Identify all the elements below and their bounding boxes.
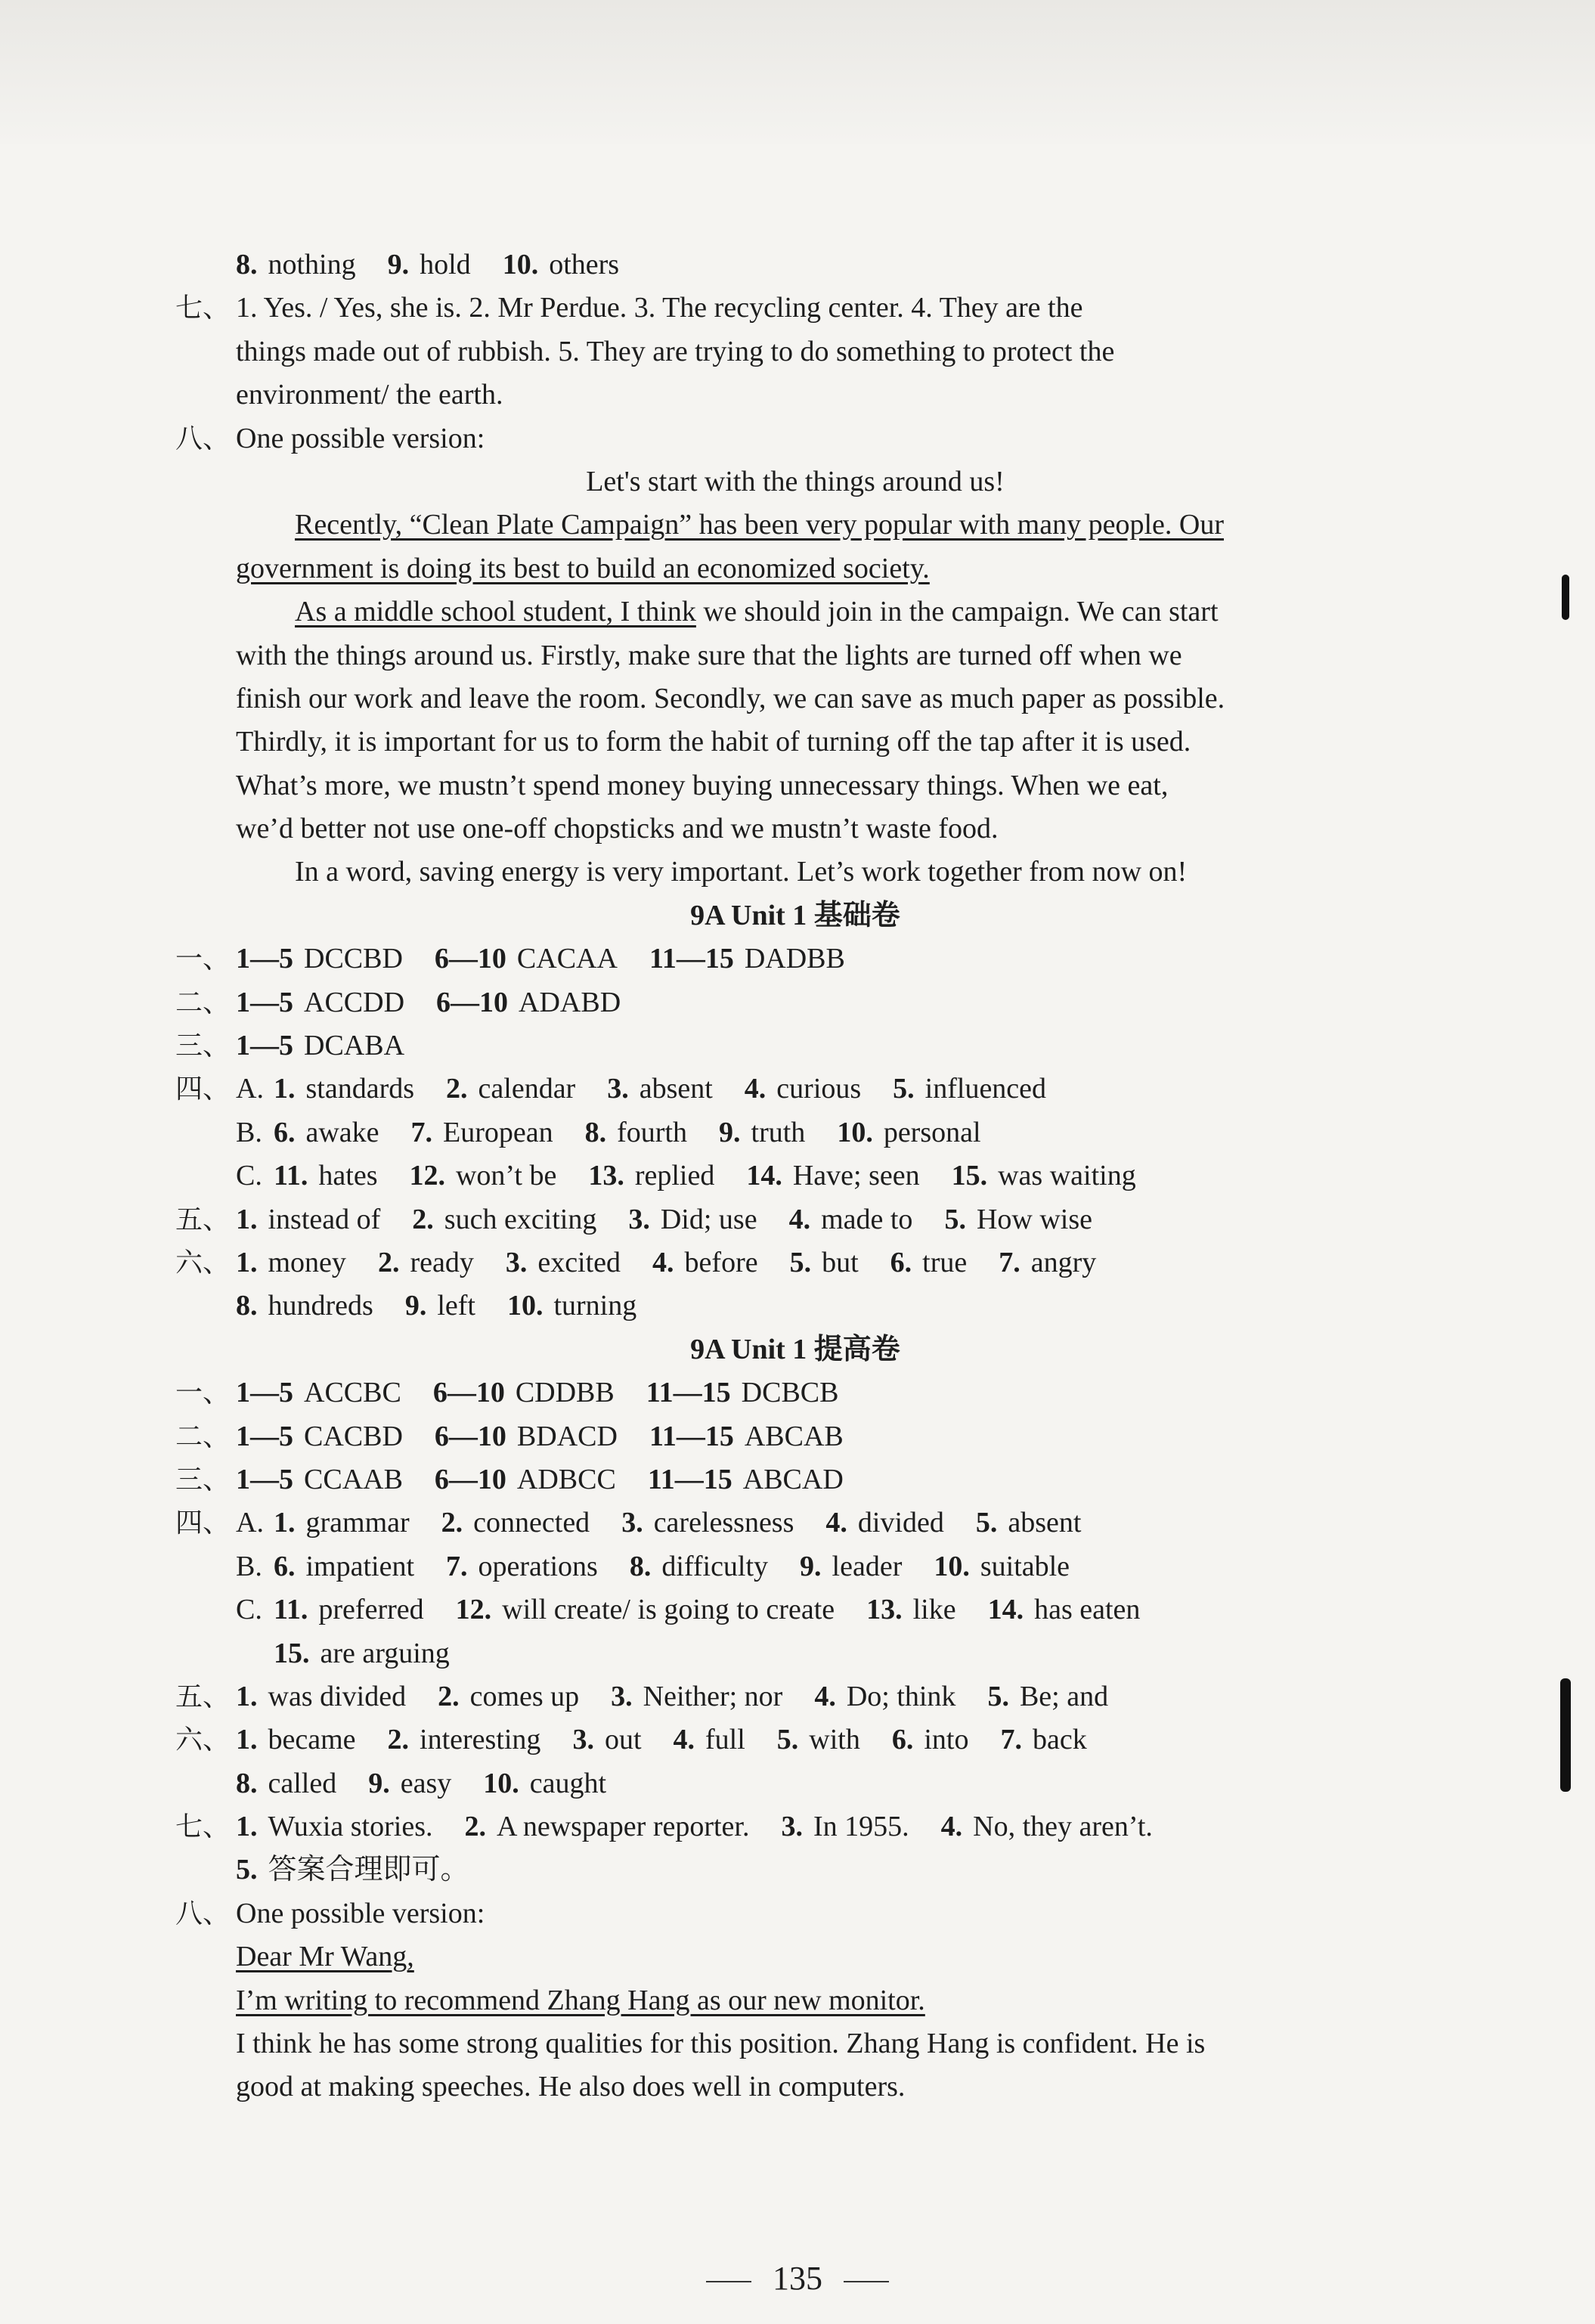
question-label: 一、 [175,944,231,975]
question-label: 四、 [175,1074,231,1105]
answer-items [236,249,651,280]
question-label: 七、 [175,293,231,324]
item-number: 4. [825,1507,847,1539]
item-answer: DCBCB [741,1377,839,1409]
margin-mark [1562,575,1569,620]
item-answer: absent [639,1073,713,1105]
item-answer: European [443,1116,553,1148]
essay-line: Recently, “Clean Plate Campaign” has been very popular with many people. Our [295,509,1224,541]
item-number: 8. [629,1550,652,1582]
item-answer: ABCAB [744,1420,844,1452]
item-number: 3. [572,1724,594,1756]
answer-items [236,1811,1185,1842]
item-answer: difficulty [661,1550,769,1582]
item-answer: CACBD [304,1420,403,1452]
answer-items [236,987,652,1018]
item-number: 3. [611,1680,633,1712]
answer-items [274,1117,1013,1148]
answer-items [236,1724,1119,1755]
item-answer: connected [473,1507,590,1539]
item-answer: made to [821,1203,913,1235]
item-number: 3. [781,1811,803,1843]
answer-line [175,1848,1415,1892]
answer-items [236,943,877,975]
item-number: 4. [744,1073,767,1105]
item-answer: left [437,1290,475,1322]
item-number: 12. [455,1594,492,1626]
item-number: 1—5 [236,943,293,975]
item-number: 3. [628,1203,650,1235]
answer-items [236,1204,1124,1235]
section-heading: 9A Unit 1 提高卷 [690,1333,900,1365]
item-answer: 答案合理即可。 [268,1854,469,1886]
essay-line: In a word, saving energy is very important. Let’s work together from now on! [295,856,1188,888]
item-answer: replied [634,1160,715,1192]
answer-line [175,1111,1415,1154]
item-answer: How wise [976,1203,1092,1235]
item-number: 5. [987,1680,1009,1712]
item-answer: but [822,1246,859,1278]
answer-line [175,1284,1415,1328]
item-answer: like [912,1594,956,1626]
item-answer: easy [400,1767,452,1799]
item-answer: out [604,1724,642,1756]
item-answer: was divided [268,1680,407,1712]
answer-line [175,1501,1415,1545]
item-number: 5. [236,1854,258,1886]
answer-line [175,1805,1415,1848]
answer-items [236,1247,1128,1278]
item-answer: DCCBD [304,943,403,975]
item-answer: money [268,1246,346,1278]
item-number: 4. [788,1203,811,1235]
item-number: 9. [387,249,410,280]
item-number: 7. [446,1550,468,1582]
answer-items [236,1681,1140,1712]
item-answer: was waiting [998,1160,1136,1192]
answer-items [236,1377,870,1408]
item-number: 1. [236,1811,258,1843]
letter-greeting: Dear Mr Wang, [236,1941,414,1973]
item-answer: caught [529,1767,607,1799]
answer-items [236,1464,875,1495]
item-answer: Neither; nor [643,1680,783,1712]
item-answer: angry [1030,1246,1097,1278]
essay-line: government is doing its best to build an economized society. [236,552,930,584]
item-answer: leader [832,1550,903,1582]
item-answer: won’t be [455,1160,557,1192]
item-answer: full [705,1724,745,1756]
answer-items [236,1768,638,1799]
item-number: 2. [464,1811,486,1843]
item-answer: ABCAD [742,1463,844,1495]
answer-items [274,1551,1101,1582]
reading-answers: 1. Yes. / Yes, she is. 2. Mr Perdue. 3. The recycling center. 4. They are the [236,292,1083,324]
item-answer: standards [305,1073,415,1105]
letter-line: good at making speeches. He also does well in computers. [236,2071,906,2103]
item-number: 1—5 [236,986,293,1018]
item-answer: excited [537,1246,621,1278]
answer-items [274,1507,1113,1538]
question-label: 二、 [175,1421,231,1452]
question-label: C. [236,1594,262,1626]
item-number: 11—15 [646,1377,731,1409]
item-answer: back [1032,1724,1087,1756]
item-number: 8. [584,1116,607,1148]
answer-line [175,1762,1415,1805]
item-number: 1. [236,1724,258,1756]
answer-line [175,2065,1415,2109]
item-number: 9. [719,1116,741,1148]
page-number: 135 [773,2260,822,2297]
answer-items [274,1594,1172,1625]
item-answer: hates [318,1160,378,1192]
item-answer: grammar [305,1507,410,1539]
item-answer: divided [857,1507,944,1539]
item-answer: has eaten [1034,1594,1141,1626]
item-number: 4. [814,1680,836,1712]
item-number: 6—10 [436,986,509,1018]
answer-line [175,1588,1415,1631]
essay-line: As a middle school student, I think we should join in the campaign. We can start [295,596,1219,628]
item-answer: hundreds [268,1290,373,1322]
item-number: 3. [621,1507,643,1539]
answer-items [236,1030,436,1061]
item-number: 1. [274,1507,296,1539]
item-number: 2. [441,1507,463,1539]
item-answer: before [684,1246,758,1278]
item-answer: with [809,1724,860,1756]
answer-line [175,1024,1415,1067]
answer-line [175,1241,1415,1284]
item-answer: others [549,249,620,280]
question-label: C. [236,1160,262,1192]
letter-line: I’m writing to recommend Zhang Hang as our new monitor. [236,1984,925,2016]
answer-items [274,1160,1168,1191]
answer-line [175,243,1415,287]
answer-line [175,1371,1415,1415]
item-number: 5. [893,1073,915,1105]
item-number: 6—10 [434,1463,506,1495]
item-answer: DCABA [304,1030,405,1062]
item-number: 1. [274,1073,296,1105]
item-answer: ready [410,1246,474,1278]
answer-items [236,1290,668,1322]
item-number: 14. [746,1160,782,1192]
question-label: 三、 [175,1464,231,1495]
answer-line [175,1198,1415,1241]
item-answer: Be; and [1019,1680,1109,1712]
item-answer: truth [751,1116,806,1148]
item-answer: became [268,1724,356,1756]
answer-items [274,1638,482,1669]
item-number: 11—15 [649,943,734,975]
question-label: B. [236,1116,262,1148]
question-label: 一、 [175,1377,231,1409]
item-answer: ACCBC [304,1377,401,1409]
item-answer: operations [478,1550,598,1582]
item-number: 11. [274,1160,308,1192]
item-number: 1—5 [236,1377,293,1409]
question-label: A. [236,1507,264,1539]
item-answer: calendar [478,1073,576,1105]
item-number: 6. [891,1724,914,1756]
scan-top-shadow [0,0,1595,144]
item-answer: influenced [924,1073,1047,1105]
item-number: 12. [409,1160,445,1192]
answer-line [175,981,1415,1024]
item-number: 14. [987,1594,1024,1626]
item-answer: DADBB [744,943,845,975]
item-number: 10. [483,1767,519,1799]
answer-line [175,1415,1415,1458]
margin-mark [1560,1678,1571,1792]
item-number: 5. [944,1203,966,1235]
item-number: 11. [274,1594,308,1626]
item-answer: hold [420,249,471,280]
question-label: 五、 [175,1681,231,1712]
item-number: 4. [673,1724,695,1756]
answer-line [175,1154,1415,1198]
item-number: 11—15 [649,1420,734,1452]
question-label: 三、 [175,1030,231,1062]
item-answer: CCAAB [304,1463,403,1495]
item-answer: turning [553,1290,637,1322]
item-number: 4. [940,1811,963,1843]
answer-items [274,1073,1078,1105]
item-number: 2. [446,1073,468,1105]
item-number: 15. [951,1160,988,1192]
item-number: 6. [274,1116,296,1148]
item-answer: such exciting [444,1203,597,1235]
item-number: 8. [236,1767,258,1799]
item-number: 6. [274,1550,296,1582]
item-answer: fourth [617,1116,688,1148]
item-answer: suitable [980,1550,1070,1582]
question-label: A. [236,1073,264,1105]
answer-content [175,243,1415,2109]
answer-line [175,1675,1415,1718]
item-answer: nothing [268,249,356,280]
item-answer: into [924,1724,969,1756]
answer-line [175,1632,1415,1675]
item-number: 6—10 [434,943,506,975]
item-number: 9. [800,1550,822,1582]
question-label: 二、 [175,987,231,1018]
item-number: 7. [999,1246,1020,1278]
item-number: 2. [377,1246,400,1278]
item-number: 7. [1000,1724,1022,1756]
answer-line [175,1458,1415,1501]
answer-line: environment/ the earth. [236,379,503,411]
item-number: 1. [236,1203,258,1235]
item-answer: ADBCC [516,1463,616,1495]
item-answer: In 1955. [813,1811,909,1843]
item-number: 5. [975,1507,998,1539]
item-answer: A newspaper reporter. [496,1811,750,1843]
item-number: 10. [934,1550,970,1582]
answer-line [175,1935,1415,1978]
essay-title: Let's start with the things around us! [586,465,1005,497]
item-answer: will create/ is going to create [502,1594,835,1626]
item-answer: carelessness [653,1507,794,1539]
item-answer: curious [776,1073,862,1105]
letter-line: I think he has some strong qualities for this position. Zhang Hang is confident. He is [236,2028,1206,2060]
essay-line: finish our work and leave the room. Secondly, we can save as much paper as possible. [236,682,1225,714]
item-answer: preferred [318,1594,424,1626]
item-number: 2. [438,1680,460,1712]
item-number: 1. [236,1246,258,1278]
item-number: 2. [412,1203,434,1235]
item-answer: Have; seen [792,1160,920,1192]
item-answer: are arguing [320,1637,450,1669]
item-number: 10. [837,1116,873,1148]
item-number: 3. [607,1073,629,1105]
item-number: 6—10 [432,1377,505,1409]
item-number: 13. [866,1594,903,1626]
item-answer: No, they aren’t. [973,1811,1153,1843]
item-number: 7. [410,1116,433,1148]
page-footer [0,2259,1595,2298]
item-number: 1—5 [236,1463,293,1495]
question-label: 四、 [175,1508,231,1539]
item-answer: interesting [420,1724,541,1756]
answer-line [175,2022,1415,2065]
item-number: 1. [236,1680,258,1712]
item-answer: absent [1008,1507,1082,1539]
item-answer: true [922,1246,968,1278]
item-answer: instead of [268,1203,381,1235]
item-answer: awake [305,1116,379,1148]
question-label: 七、 [175,1811,231,1843]
item-number: 5. [789,1246,812,1278]
section-heading: 9A Unit 1 基础卷 [690,899,900,931]
item-number: 9. [404,1290,427,1322]
essay-line: What’s more, we mustn’t spend money buying unnecessary things. When we eat, [236,769,1169,801]
answer-line [175,937,1415,981]
question-label: 八、 [175,1898,231,1929]
question-label: 六、 [175,1247,231,1278]
item-answer: comes up [469,1680,580,1712]
item-number: 1—5 [236,1030,293,1062]
question-label: 五、 [175,1204,231,1235]
item-number: 6—10 [434,1420,506,1452]
item-answer: ADABD [519,986,621,1018]
item-answer: personal [883,1116,981,1148]
item-answer: Do; think [846,1680,956,1712]
answer-line [175,287,1415,330]
item-number: 10. [502,249,539,280]
item-answer: Wuxia stories. [268,1811,433,1843]
question-label: 六、 [175,1724,231,1756]
item-number: 13. [588,1160,624,1192]
item-number: 8. [236,1290,258,1322]
item-answer: Did; use [660,1203,757,1235]
item-number: 15. [274,1637,310,1669]
answer-line: things made out of rubbish. 5. They are trying to do something to protect the [236,335,1115,367]
item-answer: impatient [305,1550,415,1582]
item-number: 3. [505,1246,528,1278]
item-number: 5. [776,1724,799,1756]
essay-line: with the things around us. Firstly, make sure that the lights are turned off when we [236,639,1182,671]
item-answer: CDDBB [515,1377,615,1409]
item-number: 11—15 [647,1463,732,1495]
question-label: B. [236,1550,262,1582]
item-number: 8. [236,249,258,280]
answer-line: 八、 One possible version: [175,417,1415,460]
item-answer: called [268,1767,337,1799]
essay-line: we’d better not use one-off chopsticks and we mustn’t waste food. [236,813,999,845]
item-number: 6. [890,1246,912,1278]
answer-line [175,1545,1415,1588]
item-number: 1—5 [236,1420,293,1452]
answer-items [236,1854,501,1886]
item-answer: ACCDD [304,986,405,1018]
essay-line: Thirdly, it is important for us to form the habit of turning off the tap after it is used. [236,726,1191,758]
answer-line [175,1979,1415,2022]
item-number: 10. [506,1290,544,1322]
item-answer: CACAA [516,943,618,975]
item-number: 9. [368,1767,390,1799]
item-number: 2. [387,1724,410,1756]
answer-line [175,1718,1415,1762]
question-label: 八、 [175,423,231,454]
item-answer: BDACD [516,1420,618,1452]
answer-items [236,1421,875,1452]
answer-line: 八、 One possible version: [175,1892,1415,1935]
item-number: 4. [652,1246,674,1278]
answer-line [175,1067,1415,1111]
